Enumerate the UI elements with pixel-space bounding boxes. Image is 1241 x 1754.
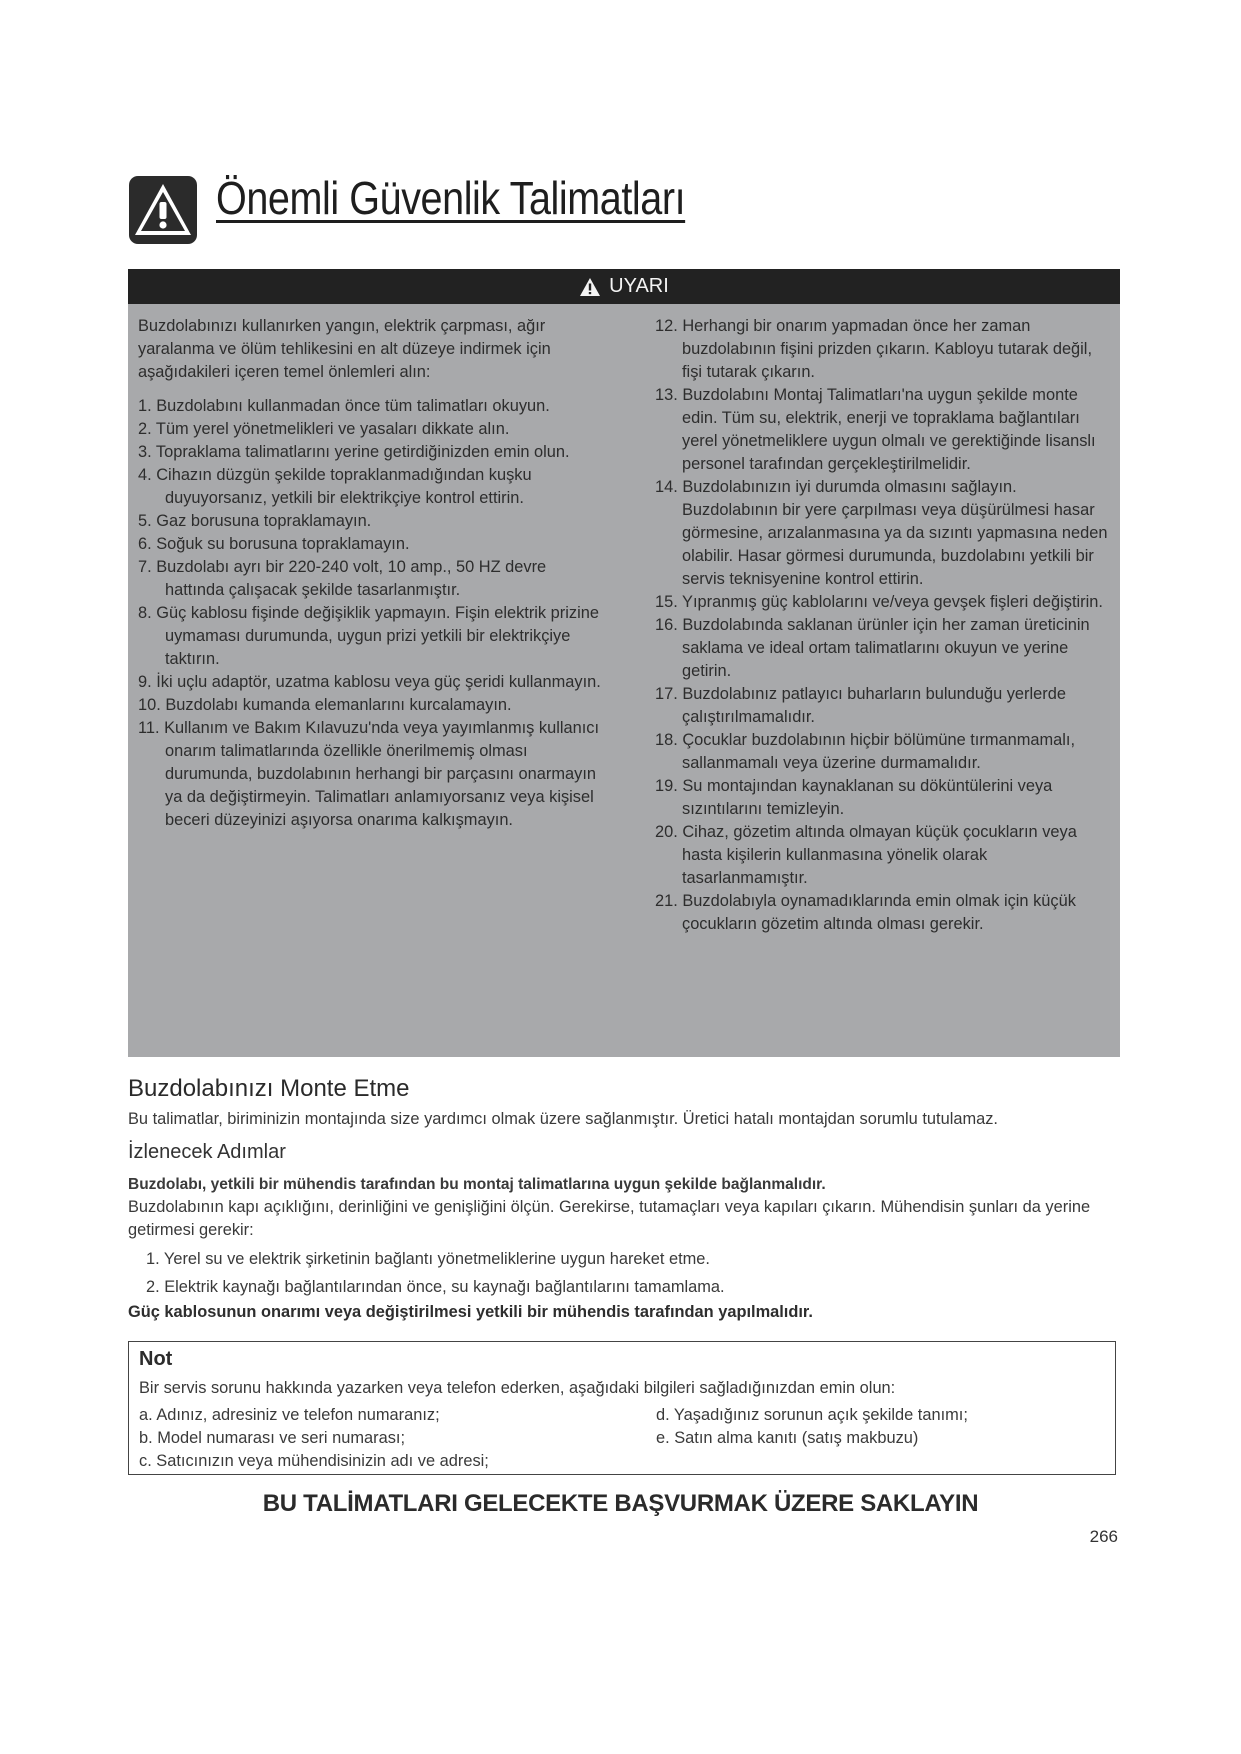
list-item: 4. Cihazın düzgün şekilde topraklanmadığından kuşku duyuyorsanız, yetkili bir elektrikçiye kontrol ettirin. xyxy=(138,466,532,507)
note-box xyxy=(128,1341,1116,1475)
power-cord-note: Güç kablosunun onarımı veya değiştirilmesi yetkili bir mühendis tarafından yapılmalıdır. xyxy=(128,1303,813,1321)
list-item: 5. Gaz borusuna topraklamayın. xyxy=(138,512,372,530)
warning-icon xyxy=(579,277,601,297)
list-item: 16. Buzdolabında saklanan ürünler için her zaman üreticinin saklama ve ideal ortam talimatlarını okuyun ve yerine getirin. xyxy=(655,616,1090,680)
note-intro: Bir servis sorunu hakkında yazarken veya telefon ederken, aşağıdaki bilgileri sağladığınızdan emin olun: xyxy=(139,1379,896,1397)
warning-label: UYARI xyxy=(609,275,669,297)
warning-triangle-icon xyxy=(128,175,198,245)
list-item: 2. Tüm yerel yönetmelikleri ve yasaları dikkate alın. xyxy=(138,420,510,438)
list-item: 2. Elektrik kaynağı bağlantılarından önce, su kaynağı bağlantılarını tamamlama. xyxy=(146,1278,725,1296)
list-item: 7. Buzdolabı ayrı bir 220-240 volt, 10 amp., 50 HZ devre hattında çalışacak şekilde tasarlanmıştır. xyxy=(138,558,547,599)
list-item: 8. Güç kablosu fişinde değişiklik yapmayın. Fişin elektrik prizine uymaması durumunda, uygun prizi yetkili bir elektrikçiye taktırın. xyxy=(138,604,599,668)
list-item: 12. Herhangi bir onarım yapmadan önce her zaman buzdolabının fişini prizden çıkarın. Kabloyu tutarak değil, fişi tutarak çıkarın. xyxy=(655,317,1093,381)
list-item: 10. Buzdolabı kumanda elemanlarını kurcalamayın. xyxy=(138,696,512,714)
steps-title: İzlenecek Adımlar xyxy=(128,1141,286,1163)
list-item: 6. Soğuk su borusuna topraklamayın. xyxy=(138,535,410,553)
list-item: 19. Su montajından kaynaklanan su döküntülerini veya sızıntılarını temizleyin. xyxy=(655,777,1053,818)
note-item-c: c. Satıcınızın veya mühendisinizin adı ve adresi; xyxy=(139,1452,489,1470)
list-item: 20. Cihaz, gözetim altında olmayan küçük çocukların veya hasta kişilerin kullanmasına yönelik olarak tasarlanmamıştır. xyxy=(655,823,1077,887)
warning-panel xyxy=(128,304,1120,1057)
list-item: 11. Kullanım ve Bakım Kılavuzu'nda veya yayımlanmış kullanıcı onarım talimatlarında özellikle önerilmemiş olması durumunda, buzdolabının herhangi bir parçasını onarmayın ya da değiştirmeyin. Talimatları anlamıyorsanız veya kişisel beceri düzeyinizi aşıyorsa onarıma kalkışmayın. xyxy=(138,719,600,829)
note-item-b: b. Model numarası ve seri numarası; xyxy=(139,1429,406,1447)
list-item: 1. Yerel su ve elektrik şirketinin bağlantı yönetmeliklerine uygun hareket etme. xyxy=(146,1250,710,1268)
list-item: 17. Buzdolabınız patlayıcı buharların bulunduğu yerlerde çalıştırılmamalıdır. xyxy=(655,685,1066,726)
list-item: 3. Topraklama talimatlarını yerine getirdiğinizden emin olun. xyxy=(138,443,570,461)
install-section-title: Buzdolabınızı Monte Etme xyxy=(128,1075,410,1102)
warning-intro: Buzdolabınızı kullanırken yangın, elektrik çarpması, ağır yaralanma ve ölüm tehlikesini en alt düzeye indirmek için aşağıdakileri içeren temel önlemleri alın: xyxy=(138,317,551,381)
footer-title: BU TALİMATLARI GELECEKTE BAŞVURMAK ÜZERE SAKLAYIN xyxy=(262,1490,979,1517)
note-title: Not xyxy=(139,1348,173,1370)
note-item-a: a. Adınız, adresiniz ve telefon numaranız; xyxy=(139,1406,440,1424)
list-item: 9. İki uçlu adaptör, uzatma kablosu veya güç şeridi kullanmayın. xyxy=(138,673,601,691)
list-item: 13. Buzdolabını Montaj Talimatları'na uygun şekilde monte edin. Tüm su, elektrik, enerji ve topraklama bağlantıları yerel yönetmeliklere uygun olmalı ve gerektiğinde lisanslı personel tarafından gerçekleştirilmelidir. xyxy=(655,386,1096,473)
list-item: 14. Buzdolabınızın iyi durumda olmasını sağlayın. Buzdolabının bir yere çarpılması veya düşürülmesi hasar görmesine, arızalanmasına ya da sızıntı yapmasına neden olabilir. Hasar görmesi durumunda, buzdolabını yetkili bir servis teknisyenine kontrol ettirin. xyxy=(655,478,1108,588)
list-item: 18. Çocuklar buzdolabının hiçbir bölümüne tırmanmamalı, sallanmamalı veya üzerine durmamalıdır. xyxy=(655,731,1075,772)
list-item: 15. Yıpranmış güç kablolarını ve/veya gevşek fişleri değiştirin. xyxy=(655,593,1103,611)
list-item: 21. Buzdolabıyla oynamadıklarında emin olmak için küçük çocukların gözetim altında olması gerekir. xyxy=(655,892,1076,933)
engineer-requirement: Buzdolabı, yetkili bir mühendis tarafından bu montaj talimatlarına uygun şekilde bağlanmalıdır. xyxy=(128,1176,826,1193)
warning-left-column xyxy=(138,315,603,832)
page-number: 266 xyxy=(1089,1527,1118,1546)
list-item: 1. Buzdolabını kullanmadan önce tüm talimatları okuyun. xyxy=(138,397,550,415)
note-item-d: d. Yaşadığınız sorunun açık şekilde tanımı; xyxy=(656,1406,968,1424)
page-title: Önemli Güvenlik Talimatları xyxy=(216,172,686,224)
install-description: Bu talimatlar, biriminizin montajında size yardımcı olmak üzere sağlanmıştır. Üretici hatalı montajdan sorumlu tutulamaz. xyxy=(128,1110,998,1128)
install-body: Buzdolabının kapı açıklığını, derinliğini ve genişliğini ölçün. Gerekirse, tutamaçları veya kapıları çıkarın. Mühendisin şunları da yerine getirmesi gerekir: xyxy=(128,1198,1091,1239)
warning-header xyxy=(128,269,1120,304)
warning-right-column xyxy=(655,315,1113,936)
steps-list xyxy=(146,1245,725,1301)
note-item-e: e. Satın alma kanıtı (satış makbuzu) xyxy=(656,1429,919,1447)
